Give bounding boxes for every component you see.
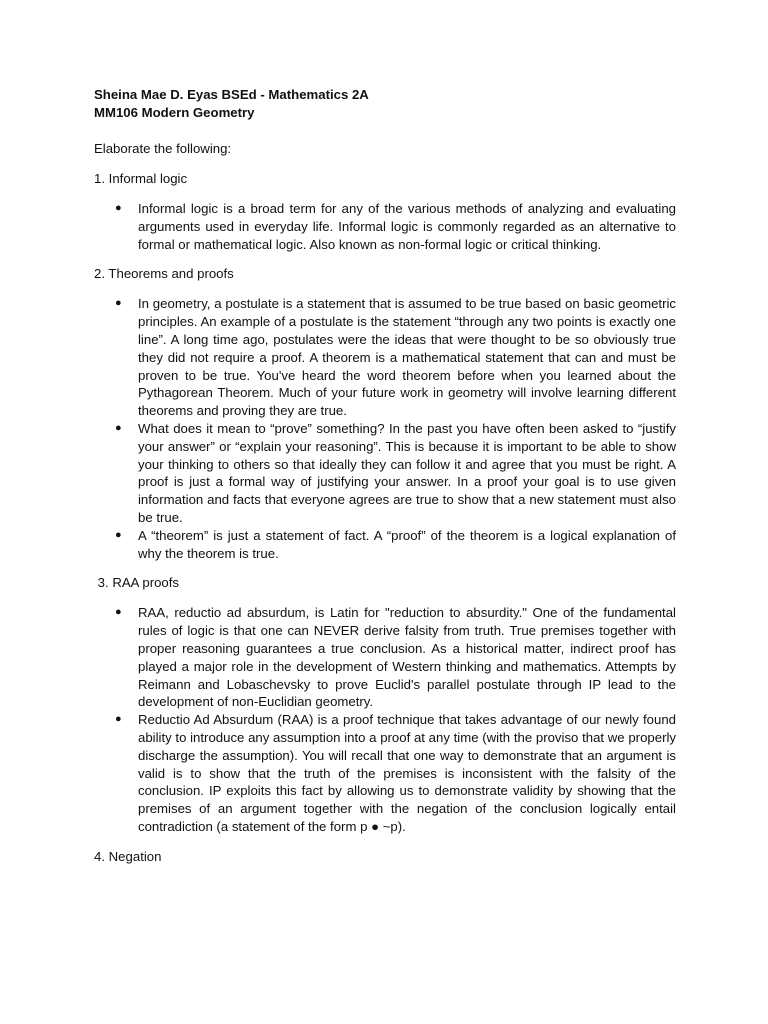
section-title-informal-logic: 1. Informal logic <box>94 171 188 186</box>
section-3-list <box>94 604 676 835</box>
bullet-icon: ● <box>115 297 122 310</box>
bullet-text: Informal logic is a broad term for any of the various methods of analyzing and evaluating arguments used in everyday life. Informal logic is commonly regarded as an alternative to formal or mathematical logic. Also known as non-formal logic or critical thinking. <box>138 201 676 252</box>
bullet-text: RAA, reductio ad absurdum, is Latin for "reduction to absurdity." One of the fundamental rules of logic is that one can NEVER derive falsity from truth. True premises together with proper reasoning guarantees a true conclusion. As a historical matter, indirect proof has played a major role in the development of Western thinking and mathematics. Attempts by Reimann and Lobaschevsky to prove Euclid's parallel postulate through IP lead to the development of non-Euclidian geometry. <box>138 605 676 710</box>
section-title-theorems-and-proofs: 2. Theorems and proofs <box>94 266 234 282</box>
bullet-icon: ● <box>115 713 122 726</box>
section-title-raa-proofs: 3. RAA proofs <box>94 575 180 591</box>
prompt-text: Elaborate the following: <box>94 141 232 156</box>
section-2-list <box>94 295 676 562</box>
author-line: Sheina Mae D. Eyas BSEd - Mathematics 2A <box>94 87 369 102</box>
bullet-text: Reductio Ad Absurdum (RAA) is a proof technique that takes advantage of our newly found ability to introduce any assumption into a proof at any time (with the proviso that we properly discharge the assumption). You will recall that one way to demonstrate that an argument is valid is to show that the truth of the premises is inconsistent with the falsity of the conclusion. IP exploits this fact by allowing us to demonstrate validity by showing that the premises of an argument together with the negation of the conclusion logically entail contradiction (a statement of the form p ● ~p). <box>138 712 676 834</box>
bullet-icon: ● <box>115 202 122 214</box>
bullet-text: A “theorem” is just a statement of fact. A “proof” of the theorem is a logical explanation of why the theorem is true. <box>138 527 676 561</box>
list-item <box>94 200 676 253</box>
bullet-icon: ● <box>115 421 122 434</box>
course-line: MM106 Modern Geometry <box>94 105 255 120</box>
list-item <box>94 295 676 420</box>
list-item <box>94 604 676 711</box>
section-1-list <box>94 200 676 253</box>
list-item <box>94 420 676 527</box>
list-item <box>94 527 676 563</box>
section-title-negation: 4. Negation <box>94 848 162 864</box>
list-item <box>94 711 676 836</box>
bullet-text: What does it mean to “prove” something? In the past you have often been asked to “justify your answer” or “explain your reasoning”. This is because it is important to be able to show your thinking to others so that ideally they can follow it and agree that you must be right. A proof is just a formal way of justifying your answer. In a proof your goal is to use given information and facts that everyone agrees are true to show that a new statement must also be true. <box>138 420 676 525</box>
bullet-text: In geometry, a postulate is a statement that is assumed to be true based on basic geometric principles. An example of a postulate is the statement “through any two points is exactly one line”. A long time ago, postulates were the ideas that were thought to be so obviously true they did not require a proof. A theorem is a mathematical statement that can and must be proven to be true. You've heard the word theorem before when you learned about the Pythagorean Theorem. Much of your future work in geometry will involve learning different theorems and proving they are true. <box>138 296 676 419</box>
bullet-icon: ● <box>115 606 122 619</box>
bullet-icon: ● <box>115 528 122 541</box>
